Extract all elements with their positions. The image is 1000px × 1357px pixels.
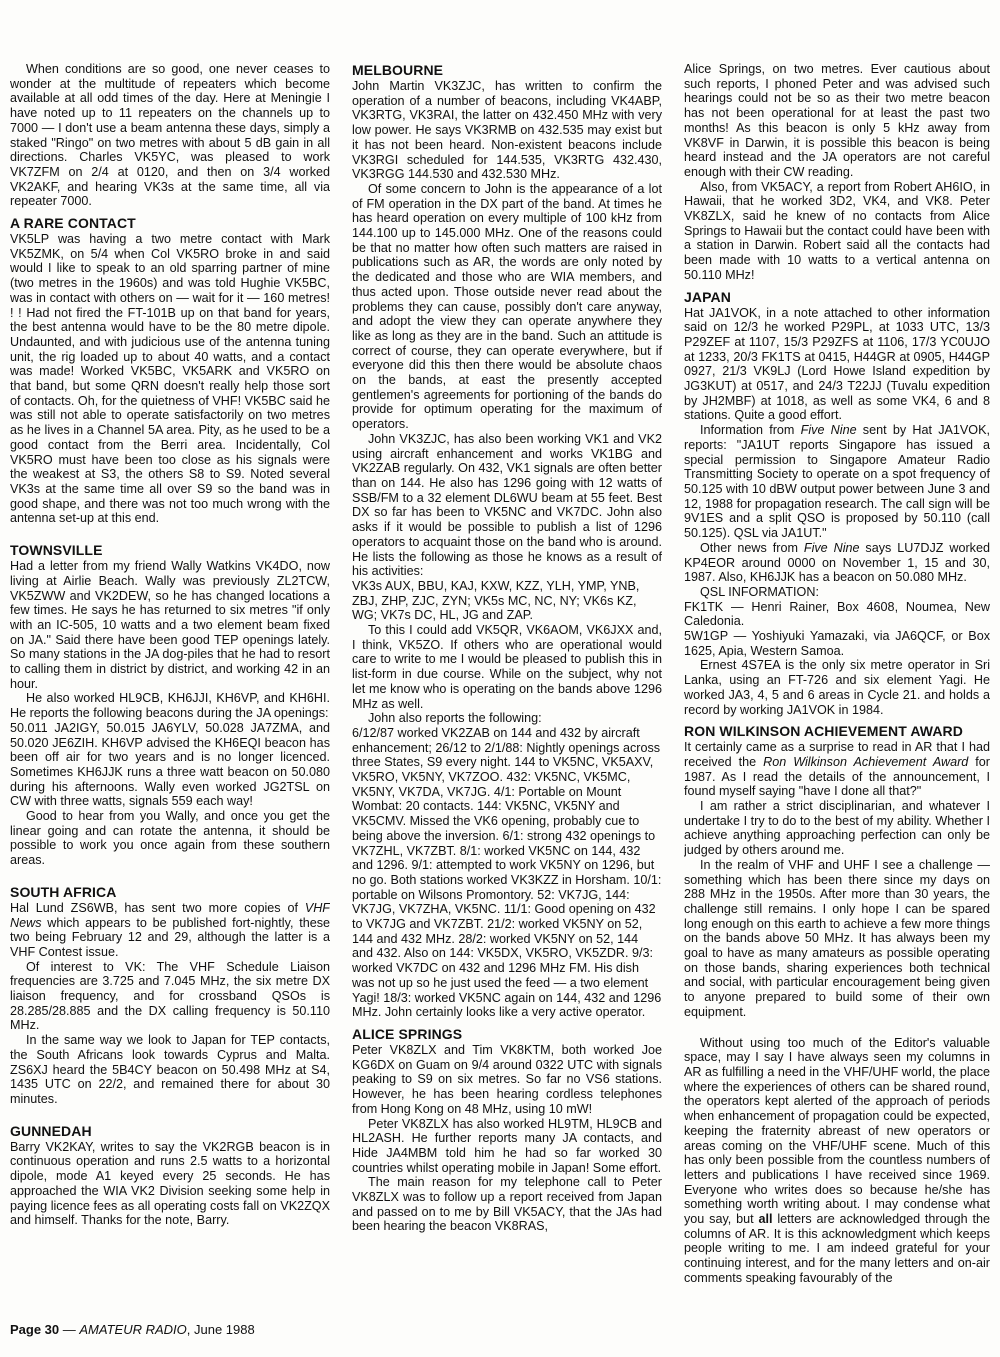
- paragraph: Also, from VK5ACY, a report from Robert AH6IO, in Hawaii, that he worked 3D2, VK4, and VK8. Peter VK8ZLX, said he knew of no contacts from Alice Springs to Hawaii but the contact could have been with a station in Darwin. Robert said all the contacts had been made with 10 watts to a vertical antenna on 50.110 MHz!: [684, 179, 990, 282]
- award-title: Ron Wilkinson Achievement Award: [763, 754, 969, 769]
- paragraph: John VK3ZJC, has also been working VK1 and VK2 using aircraft enhancement and works VK1BG and VK2ZAB regularly. On 432, VK1 signals are often better than on 144. He also has 1296 going with 12 watts of SSB/FM to a 32 element DL6WU beam at 55 feet. Best DX so far has been to VK5NC and VK7DC. John also asks if it would be possible to publish a list of 1296 operators to acquaint those on the band who is around. He lists the following as those he knows as a result of his activities:: [352, 431, 662, 579]
- paragraph: He also worked HL9CB, KH6JJI, KH6VP, and KH6HI. He reports the following beacons during the JA openings:: [10, 691, 330, 721]
- text-run: says LU7DJZ worked KP4EOR around 0000 on November 1, 15 and 30, 1987. Also, KH6JJK has a beacon on 50.080 MHz.: [684, 540, 990, 585]
- paragraph: In the same way we look to Japan for TEP contacts, the South Africans look towards Cyprus and Malta. ZS6XJ heard the 5B4CY beacon on 50.498 MHz at S4, 1435 UTC on 22/2, and remained there for about 30 minutes.: [10, 1033, 330, 1106]
- section-heading-gunnedah: GUNNEDAH: [10, 1122, 92, 1139]
- paragraph: [10, 901, 330, 960]
- section-heading-melbourne: MELBOURNE: [352, 62, 444, 78]
- paragraph: To this I could add VK5QR, VK6AOM, VK6JXX and, I think, VK5ZO. If others who are operational would care to write to me I would be pleased to publish this in list-form in due course. While on the subject, why not let me know who is operating on the bands above 1296 MHz as well.: [352, 623, 662, 711]
- text-run: Other news from: [700, 540, 804, 555]
- paragraph: Good to hear from you Wally, and once you get the linear going and can rotate the antenna, it should be possible to work you once again from these southern areas.: [10, 809, 330, 868]
- qsl-entry: 5W1GP — Yoshiyuki Yamazaki, via JA6QCF, or Box 1625, Apia, Western Samoa.: [684, 629, 990, 658]
- paragraph: Alice Springs, on two metres. Ever cautious about such reports, I phoned Peter and was advised such hearings could not be so as their two metre beacon has not been operational for at least the past two months! As this beacon is only 5 kHz away from VK8VF in Darwin, it is possible this beacon is being heard instead and the JA operators are not careful enough with their CW reading.: [684, 62, 990, 179]
- paragraph: Of interest to VK: The VHF Schedule Liaison frequencies are 3.725 and 7.045 MHz, the six metre DX liaison frequency, and for crossband QSOs is 28.285/28.885 and the DX calling frequency is 50.110 MHz.: [10, 959, 330, 1033]
- section-heading-alice-springs: ALICE SPRINGS: [352, 1026, 463, 1042]
- issue-date: , June 1988: [186, 1322, 255, 1337]
- paragraph: [684, 423, 990, 541]
- section-heading-townsville: TOWNSVILLE: [10, 542, 103, 559]
- column-left: [10, 62, 330, 1320]
- paragraph: In the realm of VHF and UHF I see a challenge — something which has been there since my days on 288 MHz in the 1950s. After more than 30 years, the challenge still remains. I only hope I can be spared long enough on this earth to achieve a few more things on the bands above 50 MHz. It has always been my goal to have as many amateurs as possible operating on those bands, sharing experiences both technical and social, with particular encouragement being given to anyone prepared to build some of their own equipment.: [684, 857, 990, 1019]
- paragraph: John also reports the following:: [368, 711, 542, 726]
- publication-title: Five Nine: [800, 423, 857, 438]
- qsl-heading: QSL INFORMATION:: [700, 584, 819, 599]
- footer-separator: —: [59, 1322, 80, 1337]
- text-run: for 1987. As I read the details of the announcement, I found myself saying "have I done all that?": [684, 754, 990, 799]
- paragraph: Peter VK8ZLX and Tim VK8KTM, both worked Joe KG6DX on Guam on 9/4 around 0322 UTC with signals peaking to S9 on six metres. So far no VS6 stations. However, he has been hearing cordless telephones from Hong Kong on 48 MHz, using 10 mW!: [352, 1043, 662, 1116]
- column-right: [684, 62, 990, 1320]
- text-run: letters are acknowledged through the columns of AR. It is this acknowledgment which keeps people writing to me. I am indeed grateful for your continuing interest, and for the many letters and on-air comments speaking favourably of the: [684, 1212, 990, 1285]
- section-heading-south-africa: SOUTH AFRICA: [10, 883, 117, 900]
- text-run: Without using too much of the Editor's valuable space, may I say I have always seen my columns in AR as fulfilling a need in the VHF/UHF world, the place where the experiences of others can be shared round, the operators kept alerted of the approach of periods when enhancement of propagation could be expected, keeping the fraternity abreast of new operators or areas coming on the VHF/UHF scene. Much of this has only been possible from the countless numbers of letters and publications I have received since 1969. Everyone who writes does so because he/she has something worth writing about. I may condense what you say, but: [684, 1035, 990, 1227]
- text-run: Hal Lund ZS6WB, has sent two more copies of: [10, 900, 305, 915]
- paragraph: Hat JA1VOK, in a note attached to other information said on 12/3 he worked P29PL, at 1033 UTC, 13/3 P29ZEF at 1107, 15/3 P29ZFS at 1106, 17/3 YC0UJO at 1233, 20/3 FK1TS at 0415, H44GR at 0905, H44GP 0927, 21/3 VK9LJ (Lord Howe Island expedition by JG3KUT) at 0517, and 24/3 T22JJ (Tuvalu expedition by JH2MBF) at 1018, as well as some VK4, 6 and 8 stations. Quite a good effort.: [684, 305, 990, 423]
- paragraph: I am rather a strict disciplinarian, and whatever I undertake I try to do to the best of my ability. Whether I achieve anything approaching perfection can only be judged by others around me.: [684, 799, 990, 858]
- paragraph: Had a letter from my friend Wally Watkins VK4DO, now living at Airlie Beach. Wally was previously ZL2TCW, VK5ZWW and VK2DEW, so he has changed locations a few times. He says he has returned to six metres "if only with an IC-505, 10 watts and a two element beam fixed on JA." Said there have been good TEP openings lately. So many stations in the JA dog-piles that he had to resort to calling them in district by district, and working 42 in an hour.: [10, 559, 330, 691]
- section-heading-ron-wilkinson-award: RON WILKINSON ACHIEVEMENT AWARD: [684, 723, 963, 740]
- paragraph: Ernest 4S7EA is the only six metre operator in Sri Lanka, using an FT-726 and six element Yagi. He worked JA3, 4, 5 and 6 areas in Cycle 21. and holds a record by working JA1VOK in 1984.: [684, 658, 990, 717]
- paragraph: VK5LP was having a two metre contact with Mark VK5ZMK, on 5/4 when Col VK5RO broke in and said would I like to speak to an old sparring partner of mine (two metres in the 1960s) and was told Hughie VK5BC, was in contact with others on — wait for it — 160 metres! ! ! Had not fired the FT-101B up on that band for years, the best antenna would have to be the 80 metre dipole. Undaunted, and with judicious use of the antenna tuning unit, the rig loaded up to about 40 watts, and a contact was made! Worked VK5BC, VK5ARK and VK5RO on that band, but some QRN doesn't really help those sort of contacts. Oh, for the quietness of VHF! VK5BC said he was still not able to operate satisfactorily on two metres as he lives in a Channel 5A area. Pity, as he used to be a good contact from the Berri area. Incidentally, Col VK5RO must have been too close as his signals were the weakest at S3, the others S8 to S9. Noted several VK3s at the same time all over S9 so the band was in good shape, and there was not too much wrong with the antenna set-up at this end.: [10, 232, 330, 526]
- paragraph: [684, 1036, 990, 1286]
- paragraph: Peter VK8ZLX has also worked HL9TM, HL9CB and HL2ASH. He further reports many JA contacts, and Hide JA4MBM told him he had so far worked 30 countries whilst operating mobile in Japan! Some effort.: [352, 1116, 662, 1175]
- text-run: Information from: [700, 423, 801, 438]
- paragraph: 50.011 JA2IGY, 50.015 JA6YLV, 50.028 JA7ZMA, and 50.020 JE6ZIH. KH6VP advised the KH6EQI beacon has been off air for two years and is no longer licenced. Sometimes KH6JJK runs a three watt beacon on 50.080 during his afternoons. Wally even worked JG2TSL on CW with three watts, signals 559 each way!: [10, 720, 330, 809]
- column-middle: [352, 62, 662, 1320]
- text-run: which appears to be published fort-nightly, these two being February 12 and 29, although the latter is a VHF Contest issue.: [10, 915, 330, 959]
- callsign-list: VK3s AUX, BBU, KAJ, KXW, KZZ, YLH, YMP, YNB, ZBJ, ZHP, ZJC, ZYN; VK5s MC, NC, NY; VK6s KZ, WG; VK7s DC, HL, JG and ZAP.: [352, 578, 640, 623]
- paragraph: John Martin VK3ZJC, has written to confirm the operation of a number of beacons, including VK4ABP, VK3RTG, VK3RAI, the latter on 432.450 MHz with very low power. He says VK3RMB on 432.535 may exist but it has not been heard. Non-existent beacons include VK3RGI scheduled for 144.535, VK3RTG 432.430, VK3RGG 144.530 and 432.530 MHz.: [352, 79, 662, 182]
- paragraph: Barry VK2KAY, writes to say the VK2RGB beacon is in continuous operation and runs 2.5 watts to a horizontal dipole, mode A1 keyed every 25 seconds. He has approached the WIA VK2 Division seeking some help in paying licence fees as all operating costs fall on VK2ZQX and himself. Thanks for the note, Barry.: [10, 1139, 330, 1228]
- section-heading-japan: JAPAN: [684, 288, 731, 305]
- text-run: sent by Hat JA1VOK, reports: "JA1UT reports Singapore has issued a special permission to Singapore Amateur Radio Transmitting Society to operate on a spot frequency of 50.125 with 10 dBW output power between June 3 and 12, 1988 for propagation research. The call sign will be 9V1ES and a split QSO is proposed by 50.110 (call 50.125). QSL via JA1UT.": [684, 423, 990, 541]
- section-heading-rare-contact: A RARE CONTACT: [10, 215, 136, 232]
- emphasis: all: [758, 1212, 773, 1227]
- paragraph: [684, 740, 990, 799]
- paragraph: When conditions are so good, one never ceases to wonder at the multitude of repeaters which become available at all odd times of the day. Here at Meningie I have noted up to 11 repeaters on the channels up to 7000 — I don't use a beam antenna these days, simply a staked "Ringo" on two metres with about 5 dB gain in all directions. Charles VK5YC, was pleased to work VK7ZFM on 2/4 at 0120, and then on 3/4 worked VK2AKF, and hearing VK3s at the same time, all via repeater 7000.: [10, 62, 330, 209]
- publication-title: Five Nine: [803, 540, 860, 555]
- page-number: Page 30: [10, 1322, 60, 1337]
- qsl-entry: FK1TK — Henri Rainer, Box 4608, Noumea, New Caledonia.: [684, 599, 990, 629]
- page-footer: [10, 1322, 610, 1338]
- activity-log: 6/12/87 worked VK2ZAB on 144 and 432 by aircraft enhancement; 26/12 to 2/1/88: Nightly openings across three States, S9 every night. 144 to VK5NC, VK5AXV, VK5RO, VK5NY, VK7ZOO. 432: VK5NC, VK5MC, VK5NY, VK7DA, VK7JG. 4/1: Portable on Mount Wombat: 20 contacts. 144: VK5NC, VK5NY and VK5CMV. Missed the VK6 opening, probably cue to being above the inversion. 6/1: strong 432 openings to VK7ZHL, VK7ZBT. 8/1: worked VK5NC on 144, 432 and 1296. 9/1: attempted to work VK5NY on 1296, but no go. Both stations worked VK3KZZ in Horsham. 10/1: portable on Wilsons Promontory. 52: VK7JG, 144: VK7JG, VK7ZHA, VK5NC. 11/1: Good opening on 432 to VK7JG and VK7ZBT. 21/2: worked VK5NY on 52, 144 and 432 MHz. 28/2: worked VK5NY on 52, 144 and 432. Also on 144: VK5DX, VK5RO, VK5ZDR. 9/3: worked VK7DC on 432 and 1296 MHz FM. His dish was not up so he just used the feed — a two element Yagi! 18/3: worked VK5NC again on 144, 432 and 1296 MHz. John certainly looks like a very active operator.: [352, 725, 662, 1020]
- text-run: It certainly came as a surprise to read in AR that I had received the: [684, 740, 990, 769]
- paragraph: The main reason for my telephone call to Peter VK8ZLX was to follow up a report received from Japan and passed on to me by Bill VK5ACY, that the JAs had been hearing the beacon VK8RAS,: [352, 1175, 662, 1234]
- publication-name: AMATEUR RADIO: [79, 1322, 187, 1337]
- paragraph: Of some concern to John is the appearance of a lot of FM operation in the DX part of the band. At times he has heard operation on every multiple of 100 kHz from 144.100 up to 145.000 MHz. One of the reasons could be that no matter how often such matters are raised in publications such as AR, the words are only noted by the dedicated and those who are WIA members, and thus acted upon. Those outside never read about the problems they can cause, possibly don't care anyway, and adopt the view they can operate anywhere they like as long as they are in the band. Such an attitude is correct of course, they can operate everywhere, but if everyone did this then there would be absolute chaos on the bands, at east the presently accepted gentlemen's agreements for portioning of the bands do provide for optimum operating for the maximum of operators.: [352, 181, 662, 432]
- paragraph: [684, 541, 990, 585]
- publication-title: VHF News: [10, 900, 330, 930]
